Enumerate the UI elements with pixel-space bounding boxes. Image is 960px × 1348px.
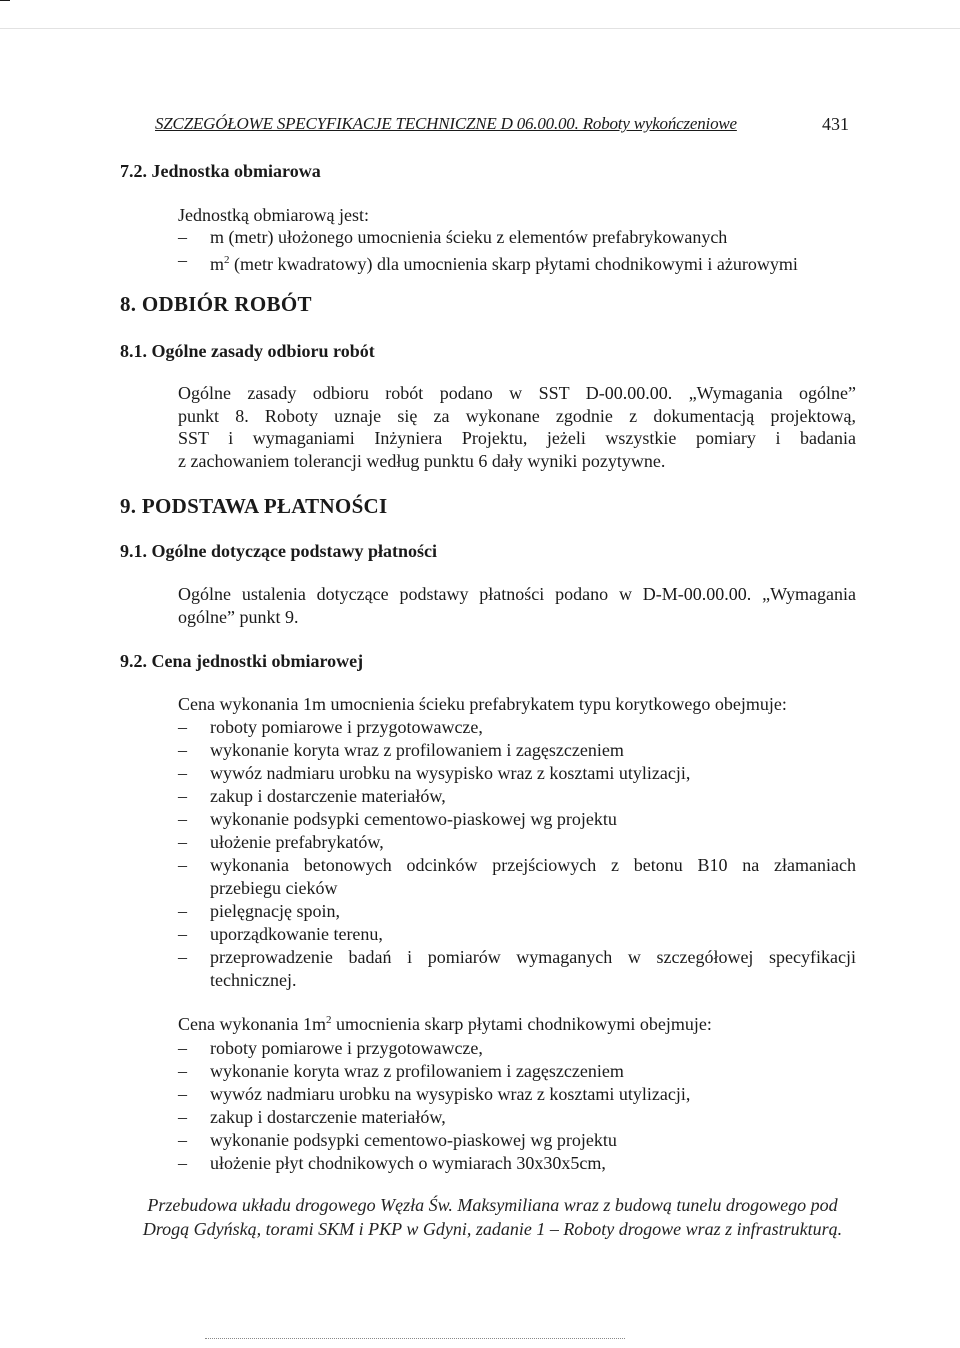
price2-intro-text: Cena wykonania 1m [178,1014,326,1034]
paragraph-line: Ogólne zasady odbioru robót podano w SST D-00.00.00. „Wymagania ogólne” [178,383,856,403]
list-item [178,716,856,739]
list-item-text: wykonanie podsypki cementowo-piaskowej wg projektu [210,809,617,829]
list-item-text: (metr kwadratowy) dla umocnienia skarp płytami chodnikowymi i ażurowymi [234,254,798,274]
list-item-text-continued: technicznej. [210,970,297,990]
list-item-text: wykonanie koryta wraz z profilowaniem i zagęszczeniem [210,1061,624,1081]
running-header-title: SZCZEGÓŁOWE SPECYFIKACJE TECHNICZNE D 06.00.00. Roboty wykończeniowe [155,114,737,133]
heading-9: 9. PODSTAWA PŁATNOŚCI [120,494,388,518]
list-item [178,226,858,249]
footer-line: Przebudowa układu drogowego Węzła Św. Maksymiliana wraz z budową tunelu drogowego pod [147,1195,838,1215]
list-item [178,1037,856,1060]
price1-intro: Cena wykonania 1m umocnienia ścieku prefabrykatem typu korytkowego obejmuje: [178,694,787,714]
list-item [178,1152,856,1175]
list-dash: – [178,924,187,944]
list-dash: – [178,740,187,760]
paragraph-9-1 [178,583,856,628]
list-item-text: zakup i dostarczenie materiałów, [210,1107,446,1127]
list-dash: – [178,1153,187,1173]
list-item [178,808,856,831]
heading-8: 8. ODBIÓR ROBÓT [120,292,312,316]
list-dash: – [178,809,187,829]
list-dash: – [178,763,187,783]
list-item [178,923,856,946]
paragraph-line: z zachowaniem tolerancji według punktu 6 dały wyniki pozytywne. [178,450,666,471]
list-item [178,785,856,808]
list-item [178,1106,856,1129]
price2-intro-text-rest: umocnienia skarp płytami chodnikowymi obejmuje: [331,1014,712,1034]
list-item-text-continued: przebiegu cieków [210,878,338,898]
list-item [178,900,856,923]
list-item-text: pielęgnację spoin, [210,901,340,921]
list-item [178,739,856,762]
running-footer [120,1193,865,1241]
paragraph-line: Ogólne ustalenia dotyczące podstawy płatności podano w D-M-00.00.00. „Wymagania [178,584,856,604]
list-dash: – [178,901,187,921]
scan-artifact-line [205,1338,625,1341]
list-dash: – [178,1061,187,1081]
list-item-text: m (metr) ułożonego umocnienia ścieku z elementów prefabrykowanych [210,227,728,247]
list-item-text: wykonanie koryta wraz z profilowaniem i zagęszczeniem [210,740,624,760]
m2-superscript: 2 [325,1014,332,1026]
list-item [178,1129,856,1152]
list-item [178,1060,856,1083]
unit-list [178,226,858,276]
paragraph-8-1 [178,382,856,472]
unit-intro: Jednostką obmiarową jest: [178,205,369,225]
list-dash: – [178,786,187,806]
heading-9-1: 9.1. Ogólne dotyczące podstawy płatności [120,541,437,561]
list-item [178,854,856,900]
heading-8-1: 8.1. Ogólne zasady odbioru robót [120,341,375,361]
paragraph-line: SST i wymaganiami Inżyniera Projektu, jeżeli wszystkie pomiary i badania [178,428,856,448]
list-dash: – [178,227,187,247]
list-item [178,762,856,785]
scan-top-edge [0,28,960,29]
m2-unit: m [210,254,225,274]
list-dash: – [178,947,187,967]
list-item-text: wykonanie podsypki cementowo-piaskowej wg projektu [210,1130,617,1150]
footer-line: Drogą Gdyńską, torami SKM i PKP w Gdyni, zadanie 1 – Roboty drogowe wraz z infrastrukturą. [142,1219,843,1239]
list-item [178,946,856,992]
list-item-text: uporządkowanie terenu, [210,924,383,944]
list-dash: – [178,1107,187,1127]
heading-9-2: 9.2. Cena jednostki obmiarowej [120,651,364,671]
list-item-text: przeprowadzenie badań i pomiarów wymaganych w szczegółowej specyfikacji [210,947,856,967]
m2-superscript: 2 [224,254,230,266]
list-dash: – [178,855,187,875]
list-dash: – [178,1084,187,1104]
page-number: 431 [822,114,849,134]
price2-intro [178,1014,712,1035]
list-item-text: roboty pomiarowe i przygotowawcze, [210,717,483,737]
list-item-text: roboty pomiarowe i przygotowawcze, [210,1038,483,1058]
list-item [178,831,856,854]
heading-7-2: 7.2. Jednostka obmiarowa [120,161,321,181]
price2-list [178,1037,856,1175]
paragraph-line: ogólne” punkt 9. [178,606,299,627]
list-item-text: wywóz nadmiaru urobku na wysypisko wraz z kosztami utylizacji, [210,1084,691,1104]
paragraph-line: punkt 8. Roboty uznaje się za wykonane zgodnie z dokumentacją projektową, [178,405,856,426]
list-item-text: zakup i dostarczenie materiałów, [210,786,446,806]
list-item [178,249,858,276]
list-item [178,1083,856,1106]
list-item-text: ułożenie prefabrykatów, [210,832,384,852]
price1-list [178,716,856,992]
list-item-text: wywóz nadmiaru urobku na wysypisko wraz z kosztami utylizacji, [210,763,691,783]
list-dash: – [178,832,187,852]
list-dash: – [178,1038,187,1058]
header-underline-gap [0,0,10,1]
list-item-text: wykonania betonowych odcinków przejściowych z betonu B10 na złamaniach [210,855,856,875]
list-dash: – [178,1130,187,1150]
list-item-text: ułożenie płyt chodnikowych o wymiarach 30x30x5cm, [210,1153,606,1173]
list-dash: – [178,250,187,270]
list-dash: – [178,717,187,737]
